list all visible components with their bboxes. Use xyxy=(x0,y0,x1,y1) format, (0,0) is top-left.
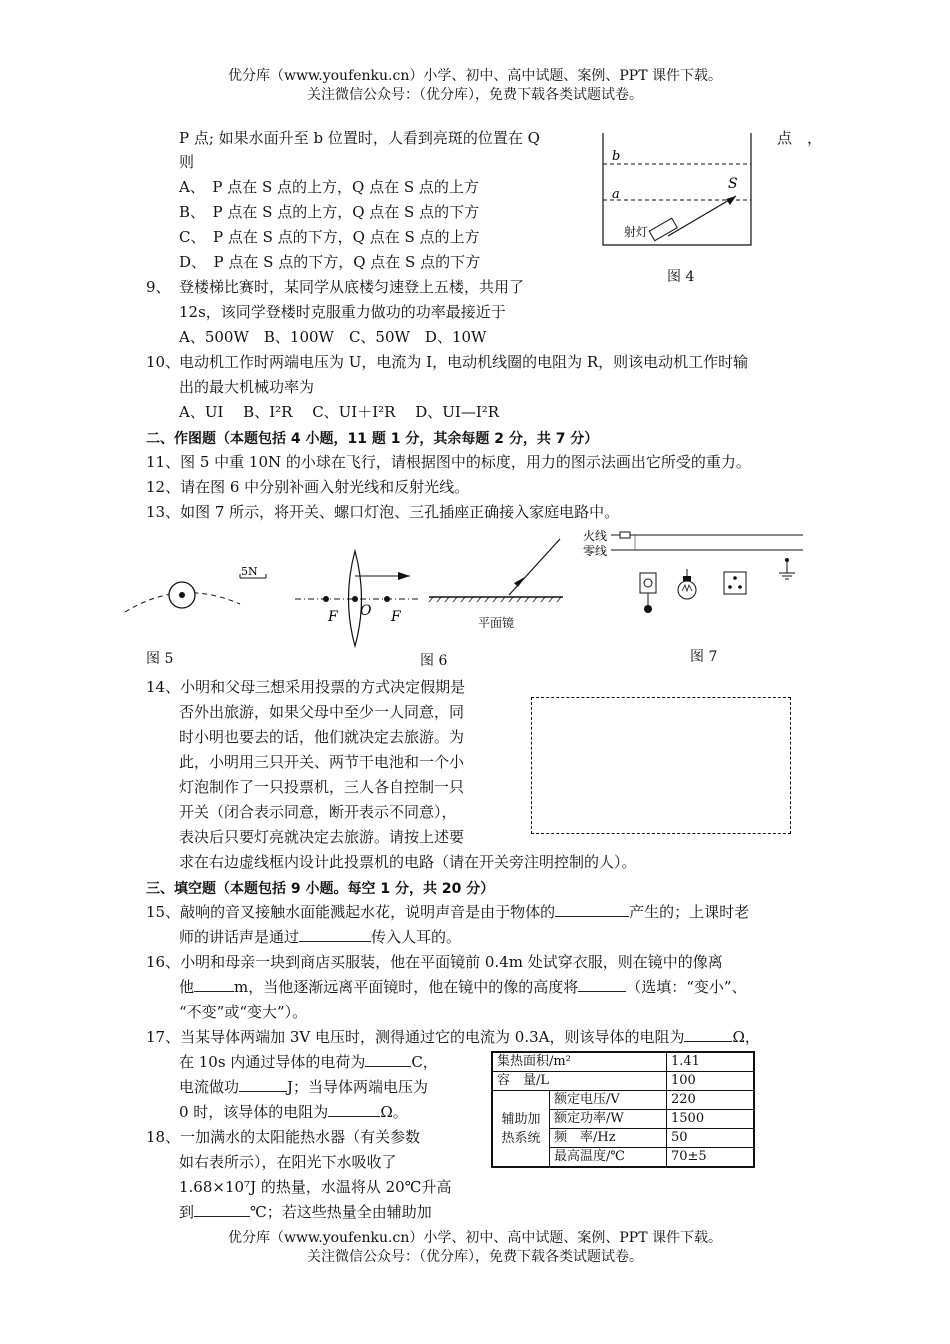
figure-4-caption: 图 4 xyxy=(667,269,695,285)
q17-blank-1[interactable] xyxy=(684,1027,732,1042)
q15-line2: 师的讲话声是通过 传入人耳的。 xyxy=(179,928,462,946)
max-temp-label: 最高温度/℃ xyxy=(550,1148,667,1168)
figure-4 xyxy=(598,128,758,253)
label-s: S xyxy=(728,176,738,192)
q14-line2: 否外出旅游，如果父母中至少一人同意，同 xyxy=(179,703,465,721)
lamp-label: 射灯 xyxy=(624,225,649,239)
q14-line4: 此，小明用三只开关、两节干电池和一个小 xyxy=(179,753,465,771)
q16-line1: 16、小明和母亲一块到商店买服装，他在平面镜前 0.4m 处试穿衣服，则在镜中的像离 xyxy=(146,953,723,971)
q16-blank-1[interactable] xyxy=(194,977,234,992)
figure-6-caption: 图 6 xyxy=(420,653,448,669)
voltage-value: 220 xyxy=(667,1091,755,1110)
light-ray xyxy=(668,196,736,236)
q17-line4: 0 时，该导体的电阻为 Ω。 xyxy=(179,1103,408,1121)
q14-line7: 表决后只要灯亮就决定去旅游。请按上述要 xyxy=(179,828,465,846)
q15-blank-2[interactable] xyxy=(299,927,371,942)
q17-line1: 17、当某导体两端加 3V 电压时，测得通过它的电流为 0.3A，则该导体的电阻为 Ω， xyxy=(146,1028,760,1046)
figure-6-mirror xyxy=(425,535,570,610)
circuit-answer-box[interactable] xyxy=(531,697,791,834)
focus-right xyxy=(384,596,390,602)
voltage-label: 额定电压/V xyxy=(550,1091,667,1110)
q17-line2: 在 10s 内通过导体的电荷为 C， xyxy=(179,1053,438,1071)
q18-blank-1[interactable] xyxy=(194,1202,250,1217)
q9-line1: 登楼梯比赛时，某同学从底楼匀速登上五楼，共用了 xyxy=(179,278,525,296)
q8-continuation-end: 点 ， xyxy=(777,129,823,147)
frequency-label: 频 率/Hz xyxy=(550,1129,667,1148)
lamp-body xyxy=(649,218,677,241)
power-value: 1500 xyxy=(667,1110,755,1129)
q8-continuation: P 点; 如果水面升至 b 位置时，人看到亮斑的位置在 Q xyxy=(179,129,540,147)
water-heater-spec-table xyxy=(491,1051,755,1168)
q13: 13、如图 7 所示，将开关、螺口灯泡、三孔插座正确接入家庭电路中。 xyxy=(146,503,620,521)
area-label: 集热面积/m² xyxy=(492,1052,667,1072)
switch-box xyxy=(640,573,656,593)
q14-line6: 开关（闭合表示同意，断开表示不同意）， xyxy=(179,803,457,821)
scale-label: 5N xyxy=(241,565,258,578)
fuse xyxy=(620,532,630,538)
capacity-label: 容 量/L xyxy=(492,1072,667,1091)
figure-5-caption: 图 5 xyxy=(146,651,174,667)
q8-option-c: C、 P 点在 S 点的下方，Q 点在 S 点的上方 xyxy=(179,228,480,246)
q14-line1: 14、小明和父母三想采用投票的方式决定假期是 xyxy=(146,678,466,696)
page-footer-line2: 关注微信公众号：（优分库），免费下载各类试题试卷。 xyxy=(307,1249,643,1265)
q18-line3: 1.68×10⁷J 的热量，水温将从 20℃升高 xyxy=(179,1178,452,1196)
label-b: b xyxy=(612,149,621,164)
section-2-title: 二、作图题（本题包括 4 小题，11 题 1 分，其余每题 2 分，共 7 分） xyxy=(146,431,599,447)
q9-line2: 12s，该同学登楼时克服重力做功的功率最接近于 xyxy=(179,303,506,321)
q8-continuation-2: 则 xyxy=(179,153,195,171)
q10-number: 10、 xyxy=(146,353,181,371)
q16-line3: “不变”或“变大”）。 xyxy=(179,1003,308,1021)
three-pin-socket xyxy=(724,572,746,594)
q17-line3: 电流做功 J；当导体两端电压为 xyxy=(179,1078,429,1096)
figure-7 xyxy=(583,525,808,625)
figure-5 xyxy=(120,560,280,630)
ball-center xyxy=(179,592,185,598)
q14-line8: 求在右边虚线框内设计此投票机的电路（请在开关旁注明控制的人）。 xyxy=(179,853,637,871)
ray-arrow xyxy=(398,572,410,580)
aux-heating-group-label: 辅助加热系统 xyxy=(492,1091,550,1168)
power-label: 额定功率/W xyxy=(550,1110,667,1129)
label-f-right: F xyxy=(391,609,401,625)
q8-option-b: B、 P 点在 S 点的上方，Q 点在 S 点的下方 xyxy=(179,203,480,221)
q12: 12、请在图 6 中分别补画入射光线和反射光线。 xyxy=(146,478,470,496)
q18-line4: 到 ℃；若这些热量全由辅助加 xyxy=(179,1203,432,1221)
q10-line2: 出的最大机械功率为 xyxy=(179,378,315,396)
ray-line xyxy=(509,539,560,595)
q15-blank-1[interactable] xyxy=(555,902,629,917)
q9-options: A、500W B、100W C、50W D、10W xyxy=(179,328,487,346)
label-live-wire: 火线 xyxy=(583,529,608,543)
figure-7-caption: 图 7 xyxy=(690,649,718,665)
ray-arrow xyxy=(514,577,525,587)
mirror-label: 平面镜 xyxy=(478,616,515,630)
switch-terminal xyxy=(644,605,652,613)
label-o: O xyxy=(360,603,372,619)
page-header-line2: 关注微信公众号：（优分库），免费下载各类试题试卷。 xyxy=(307,87,643,103)
q16-line2: 他 m，当他逐渐远离平面镜时，他在镜中的像的高度将 （选填：“变小”、 xyxy=(179,978,747,996)
figure-6-lens xyxy=(290,546,425,651)
page-header-line1: 优分库（www.youfenku.cn）小学、初中、高中试题、案例、PPT 课件下载。 xyxy=(227,68,722,84)
label-a: a xyxy=(612,187,620,202)
q15-line1: 15、敲响的音叉接触水面能溅起水花，说明声音是由于物体的 产生的；上课时老 xyxy=(146,903,750,921)
q17-blank-4[interactable] xyxy=(328,1102,380,1117)
q14-line5: 灯泡制作了一只投票机，三人各自控制一只 xyxy=(179,778,465,796)
label-neutral-wire: 零线 xyxy=(583,544,608,558)
frequency-value: 50 xyxy=(667,1129,755,1148)
q10-options: A、UI B、I²R C、UI＋I²R D、UI—I²R xyxy=(179,403,500,421)
focus-left xyxy=(323,596,329,602)
q17-blank-3[interactable] xyxy=(239,1077,287,1092)
q10-line1: 电动机工作时两端电压为 U，电流为 I，电动机线圈的电阻为 R，则该电动机工作时输 xyxy=(179,353,749,371)
q18-line1: 18、一加满水的太阳能热水器（有关参数 xyxy=(146,1128,421,1146)
q11: 11、图 5 中重 10N 的小球在飞行，请根据图中的标度，用力的图示法画出它所受的重力。 xyxy=(146,453,751,471)
q8-option-a: A、 P 点在 S 点的上方，Q 点在 S 点的上方 xyxy=(179,178,479,196)
capacity-value: 100 xyxy=(667,1072,755,1091)
q14-line3: 时小明也要去的话，他们就决定去旅游。为 xyxy=(179,728,465,746)
section-3-title: 三、填空题（本题包括 9 小题。每空 1 分，共 20 分） xyxy=(146,881,495,897)
optical-center xyxy=(352,596,358,602)
q9-number: 9、 xyxy=(146,278,171,296)
q8-option-d: D、 P 点在 S 点的下方，Q 点在 S 点的下方 xyxy=(179,253,481,271)
q18-line2: 如右表所示），在阳光下水吸收了 xyxy=(179,1153,397,1171)
q17-blank-2[interactable] xyxy=(365,1052,411,1067)
ray-arrow xyxy=(726,196,736,205)
max-temp-value: 70±5 xyxy=(667,1148,755,1168)
label-f-left: F xyxy=(328,609,338,625)
page-footer-line1: 优分库（www.youfenku.cn）小学、初中、高中试题、案例、PPT 课件下载。 xyxy=(227,1230,722,1246)
area-value: 1.41 xyxy=(667,1052,755,1072)
q16-blank-2[interactable] xyxy=(578,977,626,992)
